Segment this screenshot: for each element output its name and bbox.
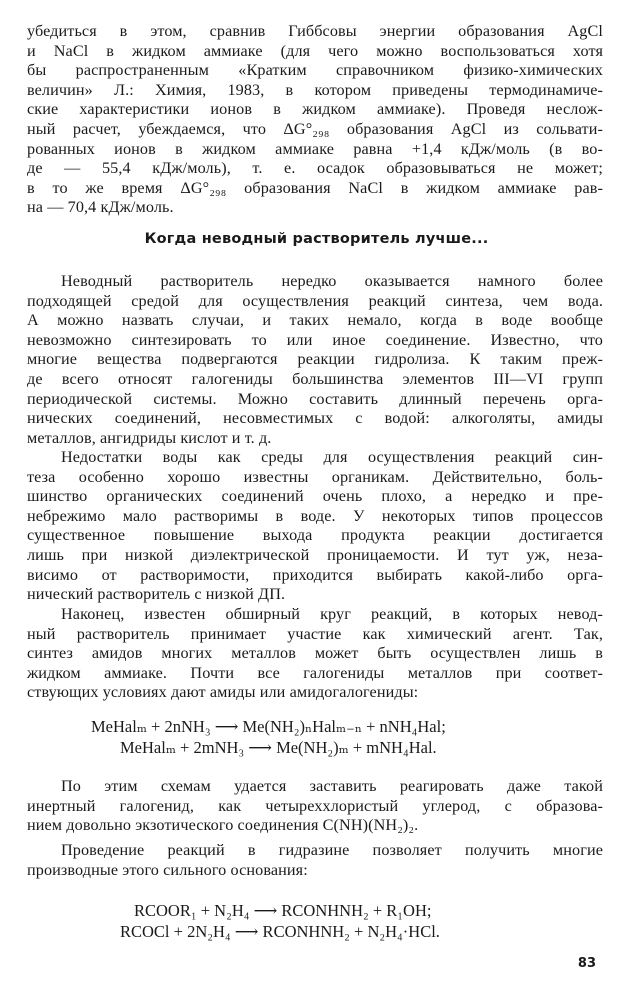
text-line: убедиться в этом, сравнив Гиббсовы энергии образования AgCl — [27, 22, 603, 40]
text-line: нием довольно экзотического соединения C(NH)(NH₂)₂. — [27, 816, 419, 835]
text-line: ный растворитель принимает участие как химический агент. Так, — [27, 624, 603, 643]
text-line: инертный галогенид, как четыреххлористый углерод, с образова- — [27, 796, 603, 815]
equations-amides — [0, 716, 633, 758]
section-heading: Когда неводный растворитель лучше... — [144, 231, 489, 247]
paragraph-5 — [27, 841, 603, 880]
text-line: нический растворитель с низкой ДП. — [27, 585, 286, 604]
equation-line: RCOOR₁ + N₂H₄ ⟶ RCONHNH₂ + R₁OH; — [134, 901, 432, 920]
text-line: рованных ионов в жидком аммиаке равна +1,4 кДж/моль (в во- — [27, 139, 603, 158]
text-line: и NaCl в жидком аммиаке (для чего можно воспользоваться хотя — [27, 41, 603, 60]
text-line: синтез амидов многих металлов может быть осуществлен лишь в — [27, 644, 603, 663]
equation-line: RCOCl + 2N₂H₄ ⟶ RCONHNH₂ + N₂H₄·HCl. — [120, 922, 440, 941]
text-line: де всего относят галогениды большинства элементов III—VI групп — [27, 369, 603, 388]
text-line: бы распространенным «Кратким справочником физико-химических — [27, 61, 603, 80]
text-line: А можно назвать случаи, и таких немало, когда в воде вообще — [27, 311, 603, 330]
paragraph-3 — [27, 605, 603, 703]
equations-hydrazine — [0, 900, 633, 942]
equation-line: MeHalₘ + 2nNH₃ ⟶ Me(NH₂)ₙHalₘ₋ₙ + nNH₄Hal; — [91, 717, 446, 736]
text-line: на — 70,4 кДж/моль. — [27, 198, 174, 217]
text-line: ствующих условиях дают амиды или амидогалогениды: — [27, 683, 419, 702]
text-line: периодической системы. Можно составить длинный перечень орга- — [27, 389, 603, 408]
text-line: теза особенно хорошо известны органикам. Действительно, боль- — [27, 467, 603, 486]
text-line: величин» Л.: Химия, 1983, в котором приведены термодинамиче- — [27, 80, 603, 99]
text-line: подходящей средой для осуществления реакций синтеза, чем вода. — [27, 291, 603, 310]
text-line: По этим схемам удается заставить реагировать даже такой — [61, 777, 603, 795]
page-number: 83 — [577, 956, 596, 971]
equation-line: MeHalₘ + 2mNH₃ ⟶ Me(NH₂)ₘ + mNH₄Hal. — [120, 738, 437, 757]
text-line: невозможно синтезировать то или иное соединение. Известно, что — [27, 330, 603, 349]
text-line: Недостатки воды как среды для осуществления реакций син- — [61, 448, 603, 466]
text-line: ный расчет, убеждаемся, что ΔG°₂₉₈ образования AgCl из сольвати- — [27, 119, 603, 138]
text-line: многие вещества подвергаются реакции гидролиза. К таким преж- — [27, 350, 603, 369]
text-line: существенное повышение выхода продукта реакции достигается — [27, 526, 603, 545]
text-line: нических соединений, несовместимых с водой: алкоголяты, амиды — [27, 409, 603, 428]
paragraph-2 — [27, 448, 603, 605]
text-line: жидком аммиаке. Почти все галогениды металлов при соответ- — [27, 663, 603, 682]
text-line: производные этого сильного основания: — [27, 860, 308, 879]
text-line: де — 55,4 кДж/моль), т. е. осадок образовываться не может; — [27, 159, 603, 178]
text-line: шинство органических соединений очень плохо, а нередко и пре- — [27, 487, 603, 506]
text-line: лишь при низкой диэлектрической проницаемости. И тут уж, неза- — [27, 545, 603, 564]
text-line: металлов, ангидриды кислот и т. д. — [27, 428, 272, 447]
text-line: ские характеристики ионов в жидком аммиаке). Проведя неслож- — [27, 100, 603, 119]
text-line: небрежимо мало растворимы в воде. У некоторых типов процессов — [27, 506, 603, 525]
text-line: Проведение реакций в гидразине позволяет получить многие — [61, 841, 603, 859]
text-line: в то же время ΔG°₂₉₈ образования NaCl в жидком аммиаке рав- — [27, 178, 603, 197]
text-line: Неводный растворитель нередко оказывается намного более — [61, 272, 603, 290]
text-line: висимо от растворимости, приходится выбирать какой-либо орга- — [27, 565, 603, 584]
text-line: Наконец, известен обширный круг реакций, в которых невод- — [61, 605, 603, 623]
paragraph-1 — [27, 272, 603, 448]
paragraph-4 — [27, 777, 603, 836]
top-paragraph — [27, 22, 603, 218]
